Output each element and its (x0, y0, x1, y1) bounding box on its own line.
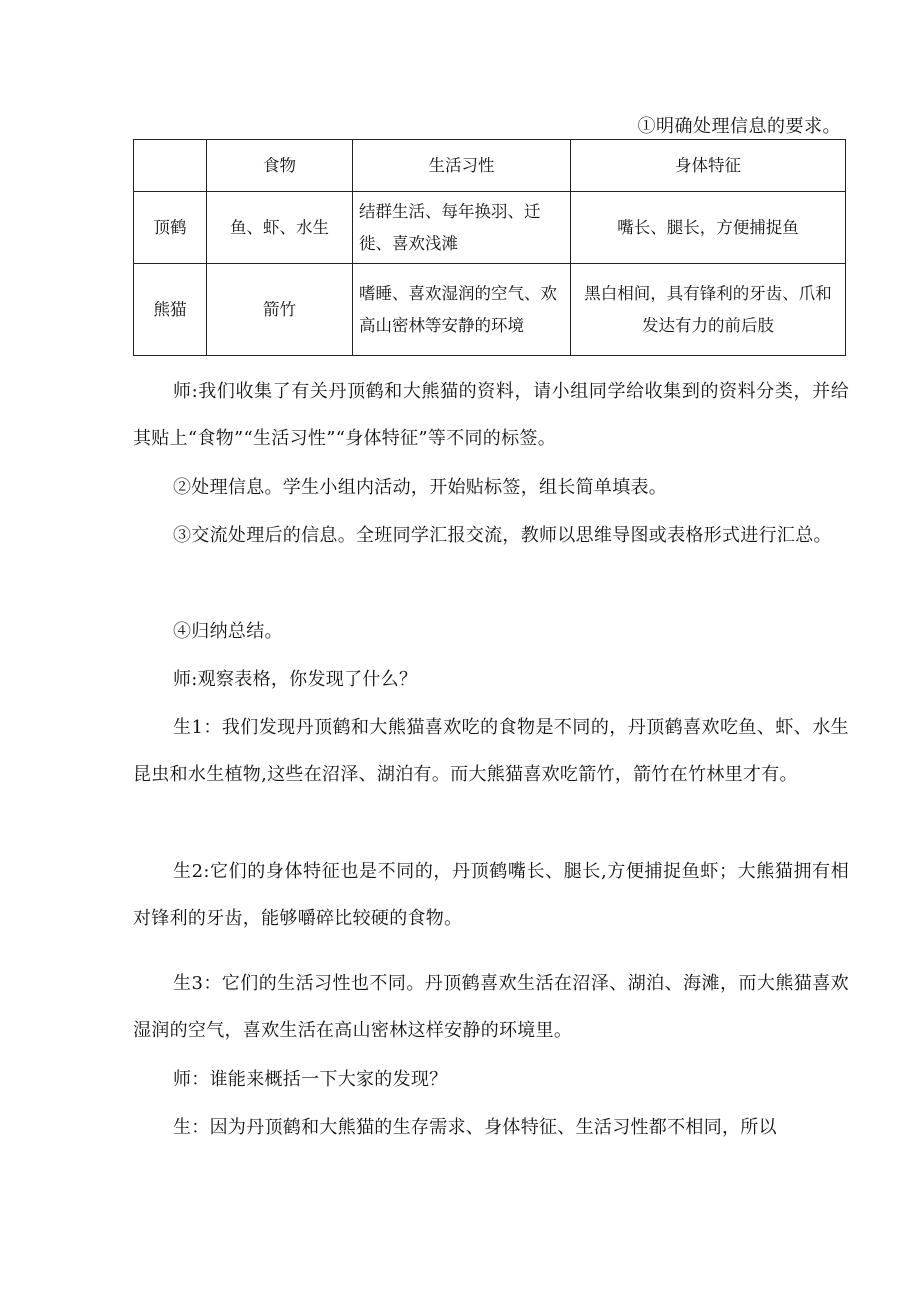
table-cell: 鱼、虾、水生 (207, 192, 353, 264)
table-header-cell (134, 140, 207, 192)
section-heading: ①明确处理信息的要求。 (637, 116, 841, 137)
table-cell: 熊猫 (134, 264, 207, 356)
table-cell: 嗜睡、喜欢湿润的空气、欢高山密林等安静的环境 (353, 264, 571, 356)
table-header-row (134, 140, 846, 192)
paragraph: ④归纳总结。 (173, 621, 283, 642)
paragraph: 师:我们收集了有关丹顶鹤和大熊猫的资料，请小组同学给收集到的资料分类，并给其贴上“食物”“生活习性”“身体特征”等不同的标签。 (133, 381, 849, 449)
table-cell: 嘴长、腿长，方便捕捉鱼 (571, 192, 846, 264)
table-cell: 箭竹 (207, 264, 353, 356)
table-row (134, 264, 846, 356)
table-header-cell: 食物 (207, 140, 353, 192)
paragraph: 生：因为丹顶鹤和大熊猫的生存需求、身体特征、生活习性都不相同，所以 (173, 1117, 777, 1138)
paragraph: 生2:它们的身体特征也是不同的，丹顶鹤嘴长、腿长,方便捕捉鱼虾；大熊猫拥有相对锋利的牙齿，能够嚼碎比较硬的食物。 (133, 861, 849, 929)
info-table (133, 139, 846, 356)
table-cell: 结群生活、每年换羽、迁徙、喜欢浅滩 (353, 192, 571, 264)
table-header-cell: 生活习性 (353, 140, 571, 192)
table-cell: 黑白相间，具有锋利的牙齿、爪和发达有力的前后肢 (571, 264, 846, 356)
paragraph: 生3：它们的生活习性也不同。丹顶鹤喜欢生活在沼泽、湖泊、海滩，而大熊猫喜欢湿润的空气，喜欢生活在高山密林这样安静的环境里。 (133, 973, 849, 1041)
table-header-cell: 身体特征 (571, 140, 846, 192)
paragraph: 师:观察表格，你发现了什么？ (173, 669, 418, 690)
paragraph: 师：谁能来概括一下大家的发现？ (173, 1069, 448, 1090)
paragraph: 生1：我们发现丹顶鹤和大熊猫喜欢吃的食物是不同的，丹顶鹤喜欢吃鱼、虾、水生昆虫和水生植物,这些在沼泽、湖泊有。而大熊猫喜欢吃箭竹，箭竹在竹林里才有。 (133, 717, 849, 785)
table-row (134, 192, 846, 264)
table-cell: 顶鹤 (134, 192, 207, 264)
paragraph: ③交流处理后的信息。全班同学汇报交流，教师以思维导图或表格形式进行汇总。 (173, 525, 832, 546)
paragraph: ②处理信息。学生小组内活动，开始贴标签，组长简单填表。 (173, 477, 668, 498)
